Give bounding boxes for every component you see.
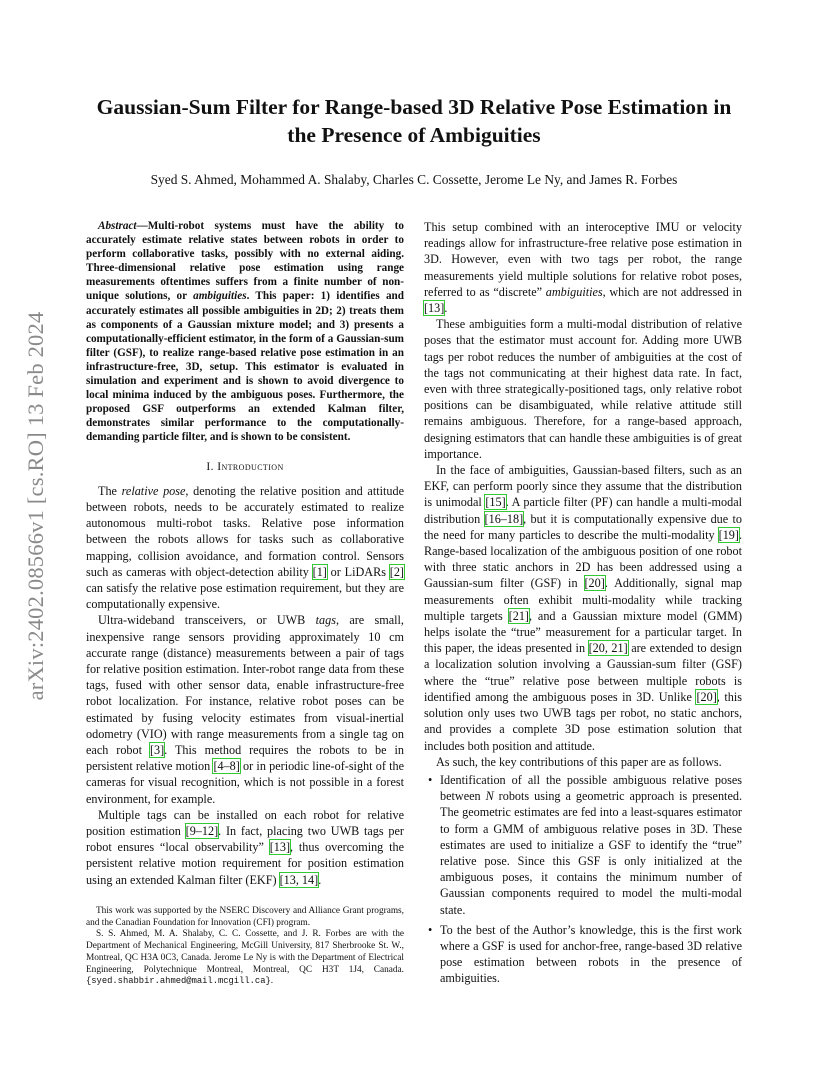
paper-authors: Syed S. Ahmed, Mohammed A. Shalaby, Charles C. Cossette, Jerome Le Ny, and James R. Forbes — [150, 172, 678, 187]
citation-link[interactable]: [1] — [312, 564, 327, 579]
citation-link[interactable]: [15] — [485, 495, 506, 510]
citation-link[interactable]: [9–12] — [185, 823, 219, 838]
footnote-affiliations: S. S. Ahmed, M. A. Shalaby, C. C. Cossette, and J. R. Forbes are with the Department of Mechanical Engineering, McGill University, 817 Sherbrooke St. W., Montreal, QC H3A 0C3, Canada. Jerome Le Ny is with the Department of Electrical Engineering, Polytechnique Montreal, Montreal, QC H3T 1J4, Canada. {syed.shabbir.ahmed@mail.mcgill.ca}. — [86, 929, 404, 987]
right-column — [424, 219, 742, 991]
author-email: {syed.shabbir.ahmed@mail.mcgill.ca} — [86, 976, 271, 987]
citation-link[interactable]: [19] — [718, 527, 739, 542]
citation-link[interactable]: [13, 14] — [279, 872, 319, 887]
citation-link[interactable]: [13] — [269, 840, 291, 855]
intro-paragraph-5: These ambiguities form a multi-modal distribution of relative poses that the estimator must account for. Adding more UWB tags per robot reduces the number of ambiguities at the cost of the tags not communicating at their highest data rate. In fact, even with three strategically-positioned tags, only relative robot positions can be disambiguated, while relative attitude still remains ambiguous. Therefore, for a range-based approach, designing estimators that can handle these ambiguities is of great importance. — [424, 317, 742, 461]
citation-link[interactable]: [4–8] — [213, 759, 240, 774]
left-column — [86, 219, 404, 888]
citation-link[interactable]: [2] — [389, 564, 404, 579]
arxiv-sidebar-stamp — [22, 288, 50, 724]
intro-paragraph-4: This setup combined with an interoceptive IMU or velocity readings allow for infrastructure-free relative pose estimation in 3D. However, even with two tags per robot, the range measurements yield multiple solutions for relative robot poses, referred to as “discrete” ambiguities, which are not addressed in [13]. — [424, 220, 742, 316]
citation-link[interactable]: [20] — [584, 576, 605, 591]
intro-paragraph-6: In the face of ambiguities, Gaussian-based filters, such as an EKF, can perform poorly since they assume that the distribution is unimodal [15]. A particle filter (PF) can handle a multi-modal distribution [16–18], but it is computationally expensive due to the need for many particles to describe the multi-modality [19]. Range-based localization of the ambiguous position of one robot with three static anchors in 2D has been addressed using a Gaussian-sum filter (GSF) in [20]. Additionally, signal map measurements often exhibit multi-modality while tracking multiple targets [21], and a Gaussian mixture model (GMM) helps isolate the “true” measurement for a particular target. In this paper, the ideas presented in [20, 21] are extended to design a localization solution involving a Gaussian-sum filter (GSF) where the “true” relative pose between multiple robots is identified among the ambiguous poses in 3D. Unlike [20], this solution only uses two UWB tags per robot, no static anchors, and provides a complete 3D pose estimation solution that includes both position and attitude. — [424, 463, 742, 753]
arxiv-identifier: arXiv:2402.08566v1 [cs.RO] 13 Feb 2024 — [23, 311, 48, 701]
paper-title: Gaussian-Sum Filter for Range-based 3D Relative Pose Estimation in the Presence of Ambiguities — [96, 95, 732, 147]
intro-paragraph-7: As such, the key contributions of this paper are as follows. — [436, 754, 722, 769]
footnote-funding: This work was supported by the NSERC Discovery and Alliance Grant programs, and the Canadian Foundation for Innovation (CFI) program. — [86, 906, 404, 928]
citation-link[interactable]: [3] — [149, 742, 165, 757]
abstract-label: Abstract — [98, 220, 137, 232]
citation-link[interactable]: [13] — [424, 301, 445, 316]
intro-paragraph-1: The relative pose, denoting the relative position and attitude between robots, needs to be accurately estimated to realize autonomous multi-robot tasks. Relative pose information between the robots allows for tasks such as collaborative mapping, collision avoidance, and formation control. Sensors such as cameras with object-detection ability [1] or LiDARs [2] can satisfy the relative pose estimation requirement, but they are computationally expensive. — [86, 483, 404, 612]
intro-paragraph-3: Multiple tags can be installed on each robot for relative position estimation [9–12]. In fact, placing two UWB tags per robot ensures “local observability” [13], thus overcoming the persistent relative motion requirement for position estimation using an extended Kalman filter (EKF) [13, 14]. — [86, 807, 404, 887]
citation-link[interactable]: [16–18] — [484, 511, 524, 526]
list-item: • Identification of all the possible ambiguous relative poses between N robots using a geometric approach is presented. The geometric estimates are fed into a least-squares estimator to form a GMM of ambiguous relative poses in 3D. These estimates are used to initialize a GSF to identify the “true” relative pose. Since this GSF is only initialized at the ambiguous poses, it contains the minimum number of Gaussian components required to model the multi-modal state. — [440, 772, 742, 918]
citation-link[interactable]: [20, 21] — [588, 641, 628, 656]
footnote — [86, 906, 404, 988]
list-item: • To the best of the Author’s knowledge, this is the first work where a GSF is used for anchor-free, range-based 3D relative pose estimation between robots in the presence of ambiguities. — [440, 922, 742, 987]
section-heading-introduction: I. Introduction — [206, 459, 284, 473]
citation-link[interactable]: [21] — [508, 608, 529, 623]
abstract: Abstract—Multi-robot systems must have the ability to accurately estimate relative states between robots in order to perform collaborative tasks, possibly with no external aiding. Three-dimensional relative pose estimation using range measurements oftentimes suffers from a finite number of non-unique solutions, or ambiguities. This paper: 1) identifies and accurately estimates all possible ambiguities in 2D; 2) treats them as components of a Gaussian mixture model; and 3) presents a computationally-efficient estimator, in the form of a Gaussian-sum filter (GSF), to realize range-based relative pose estimation in an infrastructure-free, 3D, setup. This estimator is evaluated in simulation and experiment and is shown to avoid divergence to local minima induced by the ambiguous poses. Furthermore, the proposed GSF outperforms an extended Kalman filter, demonstrates similar performance to the computationally-demanding particle filter, and is shown to be consistent. — [86, 220, 405, 444]
intro-paragraph-2: Ultra-wideband transceivers, or UWB tags, are small, inexpensive range sensors providing approximately 10 cm accurate range (distance) measurements between a pair of tags for relative position estimation. Inter-robot range data from these tags, fused with other sensor data, enable infrastructure-free robot localization. For instance, relative robot poses can be estimated by fusing velocity estimates from visual-inertial odometry (VIO) with range measurements from a single tag on each robot [3]. This method requires the robots to be in persistent relative motion [4–8] or in periodic line-of-sight of the cameras for visual recognition, which is not possible in a forest environment, for example. — [86, 613, 404, 806]
citation-link[interactable]: [20] — [696, 689, 717, 704]
contributions-list — [424, 772, 742, 987]
